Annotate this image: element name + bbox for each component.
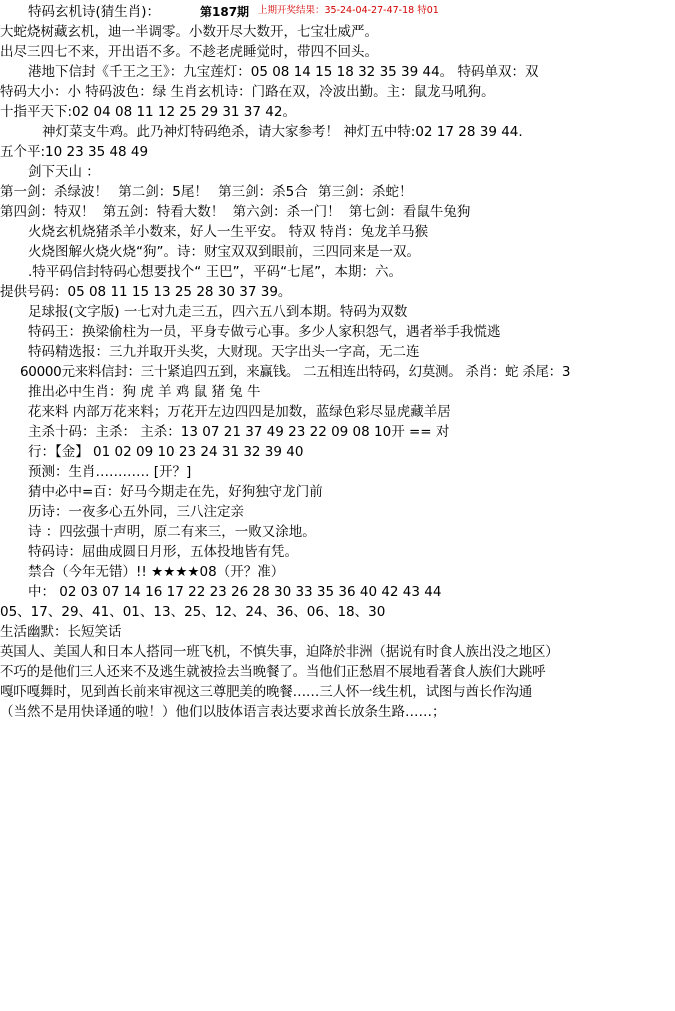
text-line: .特平码信封特码心想要找个“ 王巴”，平码“七尾”，本期：六。 <box>28 264 403 280</box>
text-line: 不巧的是他们三人还来不及逃生就被捡去当晚餐了。当他们正愁眉不展地看著食人族们大跳呼 <box>0 664 546 680</box>
text-line: 特码大小：小 特码波色：绿 生肖玄机诗：门路在双，冷波出勤。主：鼠龙马吼狗。 <box>0 84 495 100</box>
text-line: 出尽三四七不来，开出语不多。不趁老虎睡觉时，带四不回头。 <box>0 44 378 60</box>
text-line: 特码精选报：三九并取开头奖，大财现。天字出头一字高，无二连 <box>28 344 420 360</box>
text-line: 英国人、美国人和日本人搭同一班飞机，不慎失事，迫降於非洲（据说有时食人族出没之地区） <box>0 644 559 660</box>
text-line: 预测：生肖………… [开？] <box>28 464 192 480</box>
text-line: 第一剑：杀绿波！ 第二剑：5尾！ 第三剑：杀5合 第三剑：杀蛇！ <box>0 184 413 200</box>
text-line: 第四剑：特双！ 第五剑：特看大数！ 第六剑：杀一门！ 第七剑：看鼠牛兔狗 <box>0 204 471 220</box>
text-line: 行：【金】 01 02 09 10 23 24 31 32 39 40 <box>28 444 304 460</box>
text-line: 禁合（今年无错）!! ★★★★08（开？准） <box>28 564 285 580</box>
text-line: 特码诗：屈曲成圆日月形，五体投地皆有凭。 <box>28 544 298 560</box>
text-line: 足球报(文字版) 一七对九走三五，四六五八到本期。特码为双数 <box>28 304 408 320</box>
text-line: 推出必中生肖：狗 虎 羊 鸡 鼠 猪 兔 牛 <box>28 384 261 400</box>
text-line: 历诗：一夜多心五外同，三八注定亲 <box>28 504 244 520</box>
text-line: （当然不是用快译通的啦！）他们以肢体语言表达要求酋长放条生路……； <box>0 704 446 720</box>
text-line: 05、17、29、41、01、13、25、12、24、36、06、18、30 <box>0 604 386 620</box>
text-line: 五个平:10 23 35 48 49 <box>0 144 149 160</box>
text-line: 中： 02 03 07 14 16 17 22 23 26 28 30 33 35 36 40 42 43 44 <box>28 584 442 600</box>
header-title: 特码玄机诗(猜生肖)： <box>28 4 161 20</box>
text-line: 大蛇烧树藏玄机，迪一半调零。小数开尽大数开，七宝壮威严。 <box>0 24 378 40</box>
text-line: 特码王：换梁偷柱为一员，平身专做亏心事。多少人家积怨气，遇者举手我慌逃 <box>28 324 501 340</box>
text-line: 诗 ：四弦强十声明，原二有来三，一败又涂地。 <box>28 524 316 540</box>
text-line: 花来料 内部万花来料；万花开左边四四是加数，蓝绿色彩尽显虎藏羊居 <box>28 404 451 420</box>
text-line: 主杀十码：主杀： 主杀：13 07 21 37 49 23 22 09 08 10开 == 对 <box>28 424 450 440</box>
text-line: 猜中必中=百：好马今期走在先，好狗独守龙门前 <box>28 484 323 500</box>
text-line: 嘎吓嘎舞时，见到酋长前来审视这三尊肥美的晚餐……三人怀一线生机，试图与酋长作沟通 <box>0 684 532 700</box>
text-line: 提供号码：05 08 11 15 13 25 28 30 37 39。 <box>0 284 292 300</box>
text-line: 剑下天山 ： <box>28 164 100 180</box>
issue-number: 第187期 <box>200 5 250 19</box>
text-line: 港地下信封《千王之王》：九宝莲灯：05 08 14 15 18 32 35 39 44。 特码单双：双 <box>28 64 539 80</box>
text-line: 生活幽默：长短笑话 <box>0 624 122 640</box>
text-line: 火烧玄机烧猪杀羊小数来，好人一生平安。 特双 特肖：兔龙羊马猴 <box>28 224 429 240</box>
text-line: 火烧图解火烧火烧“狗”。诗：财宝双双到眼前，三四同来是一双。 <box>28 244 420 260</box>
text-line: 十指平天下:02 04 08 11 12 25 29 31 37 42。 <box>0 104 296 120</box>
text-line: 神灯菜支牛鸡。此乃神灯特码绝杀，请大家参考！ 神灯五中特:02 17 28 39 44. <box>42 124 523 140</box>
text-line: 60000元来料信封：三十紧追四五到，来赢钱。 二五相连出特码，幻莫测。 杀肖：蛇 杀尾：3 <box>20 364 571 380</box>
last-draw-result: 上期开奖结果：35-24-04-27-47-18 特01 <box>258 5 439 16</box>
